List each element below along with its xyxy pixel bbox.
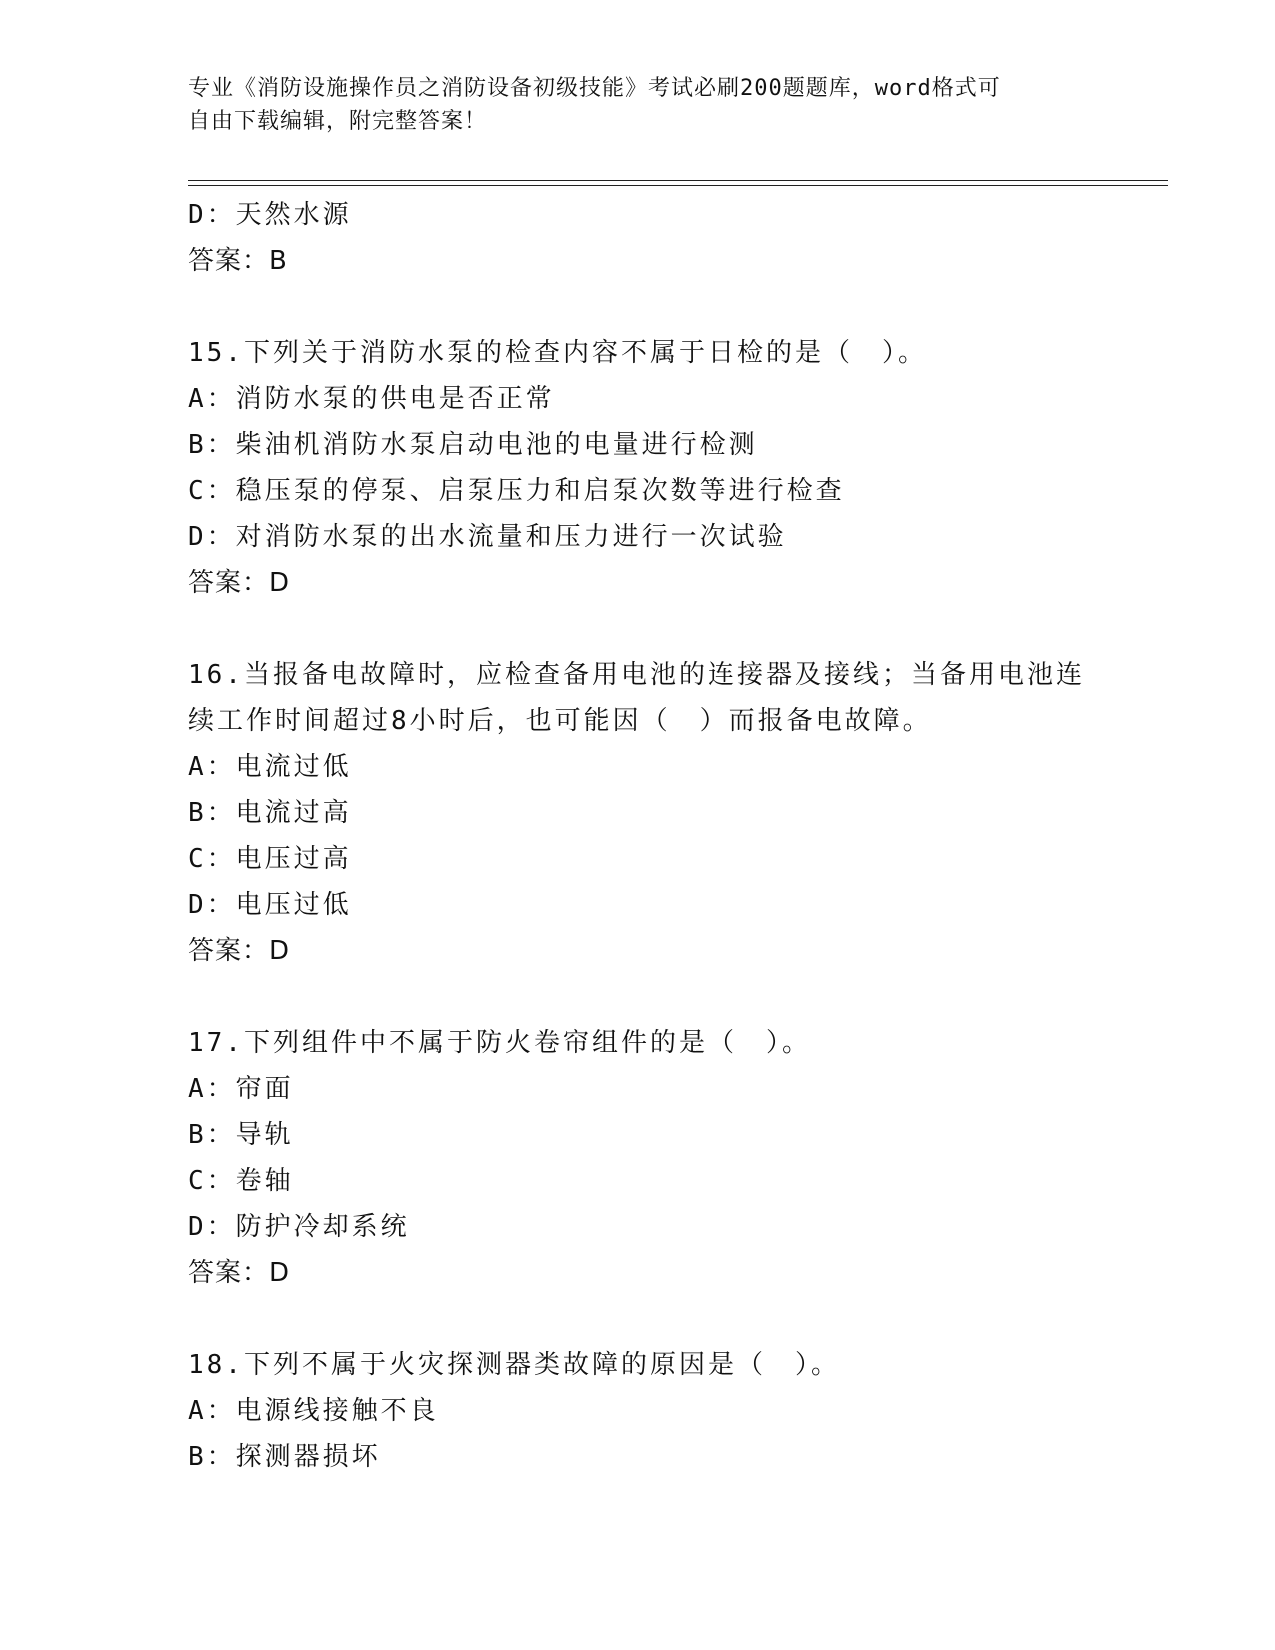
q18-option-a: A：电源线接触不良	[188, 1396, 439, 1426]
q17-answer: 答案：D	[188, 1258, 291, 1288]
prev-option-d: D：天然水源	[188, 200, 352, 230]
q15-option-b: B：柴油机消防水泵启动电池的电量进行检测	[188, 430, 758, 460]
q16-answer: 答案：D	[188, 936, 291, 966]
prev-answer: 答案：B	[188, 246, 288, 276]
q16-stem-line-1: 16.当报备电故障时，应检查备用电池的连接器及接线；当备用电池连	[188, 660, 1085, 690]
header-divider-top	[188, 180, 1168, 181]
q15-answer: 答案：D	[188, 568, 291, 598]
q18-option-b: B：探测器损坏	[188, 1442, 381, 1472]
q15-option-a: A：消防水泵的供电是否正常	[188, 384, 555, 414]
spacer	[188, 606, 1188, 652]
q16-option-b: B：电流过高	[188, 798, 352, 828]
header-divider-bottom	[188, 185, 1168, 186]
spacer	[188, 1296, 1188, 1342]
spacer	[188, 284, 1188, 330]
header-line-1: 专业《消防设施操作员之消防设备初级技能》考试必刷200题题库，word格式可	[188, 76, 1001, 101]
q18-stem: 18.下列不属于火灾探测器类故障的原因是（ ）。	[188, 1350, 840, 1380]
question-list	[188, 192, 1188, 1480]
header-line-2: 自由下载编辑，附完整答案！	[188, 109, 488, 134]
document-header	[188, 72, 1088, 138]
q17-option-b: B：导轨	[188, 1120, 294, 1150]
q16-option-d: D：电压过低	[188, 890, 352, 920]
q16-option-a: A：电流过低	[188, 752, 352, 782]
q15-option-c: C：稳压泵的停泵、启泵压力和启泵次数等进行检查	[188, 476, 845, 506]
q16-option-c: C：电压过高	[188, 844, 352, 874]
q15-option-d: D：对消防水泵的出水流量和压力进行一次试验	[188, 522, 787, 552]
q15-stem: 15.下列关于消防水泵的检查内容不属于日检的是（ ）。	[188, 338, 927, 368]
q17-option-d: D：防护冷却系统	[188, 1212, 410, 1242]
spacer	[188, 974, 1188, 1020]
q17-stem: 17.下列组件中不属于防火卷帘组件的是（ ）。	[188, 1028, 811, 1058]
q17-option-c: C：卷轴	[188, 1166, 294, 1196]
q16-stem-line-2: 续工作时间超过8小时后，也可能因（ ）而报备电故障。	[188, 706, 932, 736]
q17-option-a: A：帘面	[188, 1074, 294, 1104]
